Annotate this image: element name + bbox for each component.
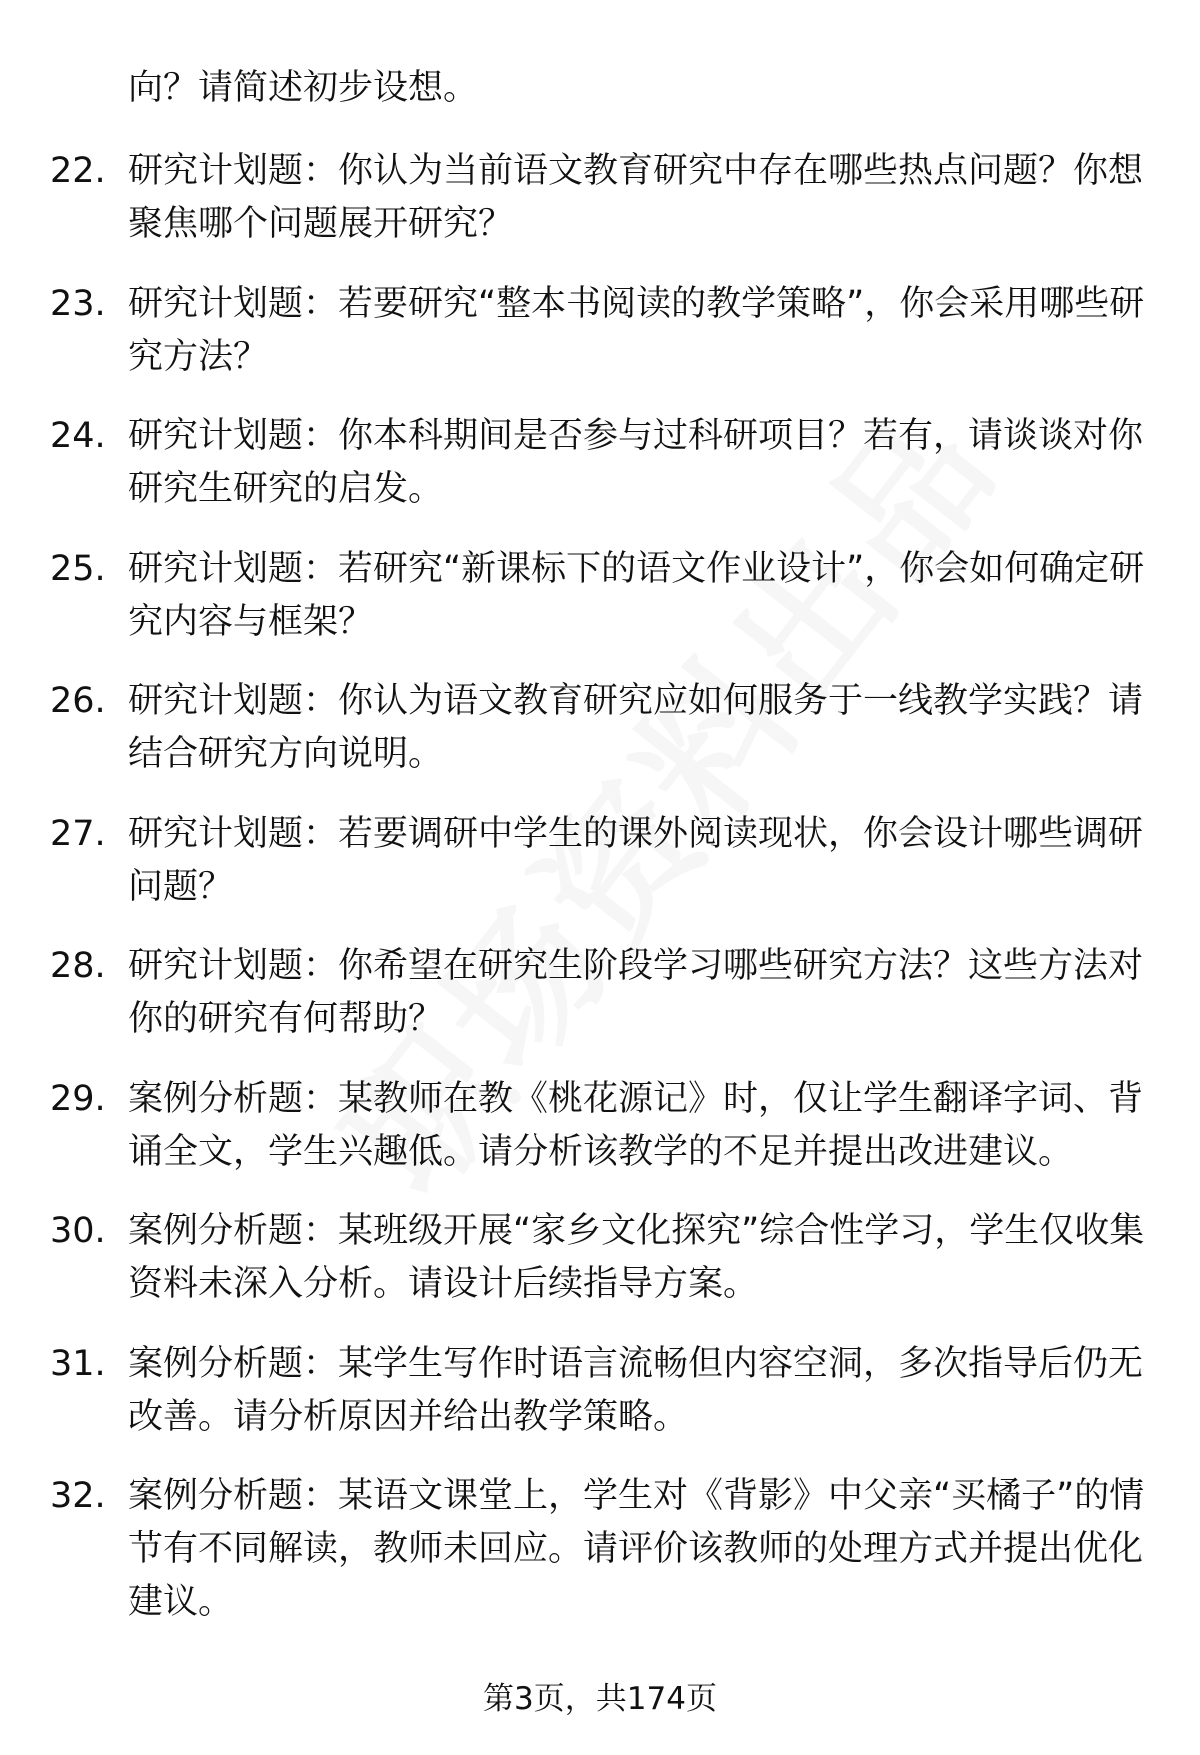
question-item	[0, 1338, 1200, 1444]
continuation-text: 向？请简述初步设想。	[128, 68, 479, 108]
question-item	[0, 410, 1200, 516]
question-text: 研究计划题：你认为语文教育研究应如何服务于一线教学实践？请结合研究方向说明。	[128, 681, 1144, 774]
question-text: 案例分析题：某语文课堂上，学生对《背影》中父亲“买橘子”的情节有不同解读，教师未回应。请评价该教师的处理方式并提出优化建议。	[128, 1476, 1145, 1622]
question-number: 27.	[50, 813, 106, 854]
question-number: 30.	[50, 1211, 106, 1251]
question-item	[0, 1073, 1200, 1179]
question-number: 26.	[50, 681, 106, 721]
question-item	[0, 940, 1200, 1046]
page-footer: 第3页，共174页	[483, 1681, 717, 1717]
question-item	[0, 145, 1200, 251]
question-number: 24.	[50, 416, 106, 456]
question-number: 32.	[50, 1476, 106, 1516]
question-list	[0, 145, 1200, 1656]
question-text: 研究计划题：若要研究“整本书阅读的教学策略”，你会采用哪些研究方法？	[128, 283, 1145, 377]
question-text: 案例分析题：某学生写作时语言流畅但内容空洞，多次指导后仍无改善。请分析原因并给出教学策略。	[128, 1343, 1144, 1437]
question-item	[0, 278, 1200, 384]
question-text: 研究计划题：你本科期间是否参与过科研项目？若有，请谈谈对你研究生研究的启发。	[128, 416, 1144, 509]
question-number: 28.	[50, 946, 106, 986]
question-item	[0, 1470, 1200, 1629]
question-number: 31.	[50, 1343, 106, 1384]
question-text: 研究计划题：若要调研中学生的课外阅读现状，你会设计哪些调研问题？	[128, 813, 1144, 907]
question-number: 22.	[50, 151, 106, 191]
question-item	[0, 1205, 1200, 1311]
question-text: 研究计划题：你认为当前语文教育研究中存在哪些热点问题？你想聚焦哪个问题展开研究？	[128, 151, 1144, 244]
question-number: 29.	[50, 1078, 106, 1119]
question-text: 案例分析题：某班级开展“家乡文化探究”综合性学习，学生仅收集资料未深入分析。请设计后续指导方案。	[128, 1211, 1145, 1304]
question-number: 23.	[50, 283, 106, 324]
question-item	[0, 808, 1200, 914]
question-text: 案例分析题：某教师在教《桃花源记》时，仅让学生翻译字词、背诵全文，学生兴趣低。请分析该教学的不足并提出改进建议。	[128, 1078, 1144, 1172]
question-text: 研究计划题：若研究“新课标下的语文作业设计”，你会如何确定研究内容与框架？	[128, 548, 1145, 642]
question-item	[0, 543, 1200, 649]
question-text: 研究计划题：你希望在研究生阶段学习哪些研究方法？这些方法对你的研究有何帮助？	[128, 946, 1144, 1039]
question-number: 25.	[50, 548, 106, 589]
question-item	[0, 675, 1200, 781]
